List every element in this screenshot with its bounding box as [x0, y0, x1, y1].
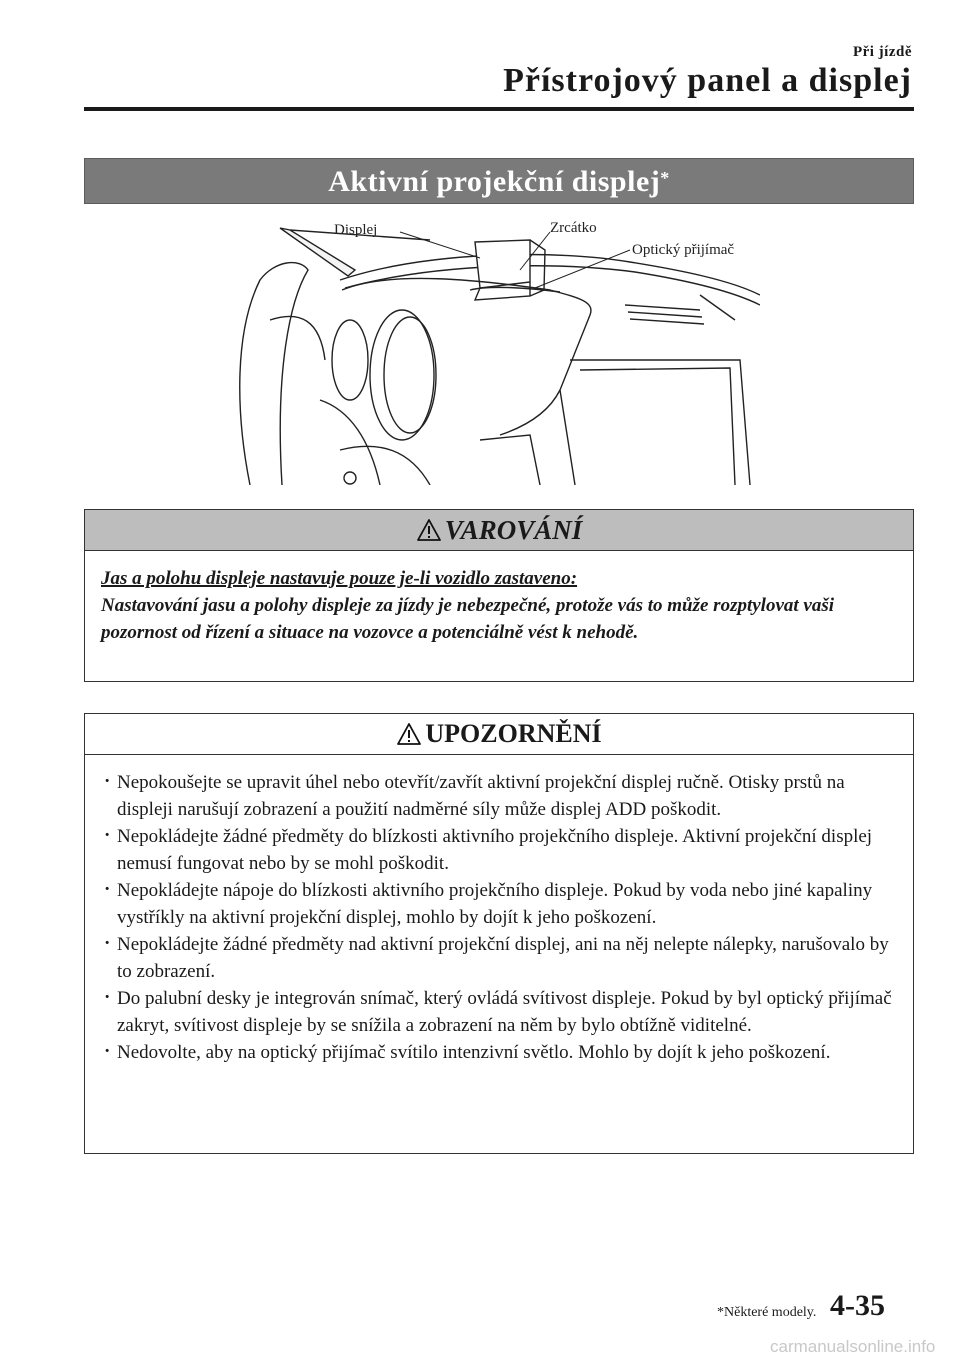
warning-heading: VAROVÁNÍ	[444, 514, 583, 545]
warning-triangle-icon	[416, 518, 442, 542]
caution-heading: UPOZORNĚNÍ	[425, 719, 602, 748]
list-item: · Nepokládejte žádné předměty do blízkosti aktivního projekčního displeje. Aktivní projekční displej nemusí fungovat nebo by se mohl poškodit.	[101, 823, 897, 877]
caution-header	[85, 714, 913, 755]
section-title-bar	[84, 158, 914, 204]
dashboard-illustration	[230, 210, 760, 485]
label-display: Displej	[334, 222, 378, 238]
footnote: *Některé modely.	[717, 1305, 817, 1320]
bullet-icon: ·	[104, 771, 111, 792]
warning-lead: Jas a polohu displeje nastavuje pouze je-li vozidlo zastaveno:	[101, 568, 578, 589]
bullet-icon: ·	[104, 1041, 111, 1062]
warning-header	[85, 510, 913, 551]
list-item: · Do palubní desky je integrován snímač, který ovládá svítivost displeje. Pokud by byl optický přijímač zakryt, svítivost displeje by se snížila a zobrazení na něm by bylo obtížně viditelné.	[101, 985, 897, 1039]
list-item: · Nepokoušejte se upravit úhel nebo otevřít/zavřít aktivní projekční displej ručně. Otisky prstů na displeji narušují zobrazení a použití nadměrné síly může displej ADD poškodit.	[101, 769, 897, 823]
list-item: · Nedovolte, aby na optický přijímač svítilo intenzivní světlo. Mohlo by dojít k jeho poškození.	[101, 1039, 897, 1066]
warning-box	[84, 509, 914, 682]
bullet-icon: ·	[104, 825, 111, 846]
caution-box	[84, 713, 914, 1154]
section-title-marker: *	[660, 168, 670, 188]
page-number: 4-35	[830, 1289, 885, 1322]
bullet-icon: ·	[104, 933, 111, 954]
running-header-title: Přístrojový panel a displej	[503, 62, 912, 99]
running-header-section: Při jízdě	[852, 44, 912, 60]
label-mirror: Zrcátko	[550, 220, 597, 236]
label-optical-sensor: Optický přijímač	[632, 242, 735, 258]
warning-triangle-icon	[396, 722, 422, 746]
section-title: Aktivní projekční displej	[328, 165, 661, 198]
bullet-icon: ·	[104, 987, 111, 1008]
warning-text: Nastavování jasu a polohy displeje za jízdy je nebezpečné, protože vás to může rozptylovat vaši pozornost od řízení a situace na vozovce a potenciálně vést k nehodě.	[101, 595, 835, 643]
bullet-icon: ·	[104, 879, 111, 900]
caution-list	[85, 755, 913, 1066]
list-item: · Nepokládejte žádné předměty nad aktivní projekční displej, ani na něj nelepte nálepky, narušovalo by to zobrazení.	[101, 931, 897, 985]
watermark: carmanualsonline.info	[770, 1337, 936, 1356]
list-item: · Nepokládejte nápoje do blízkosti aktivního projekčního displeje. Pokud by voda nebo jiné kapaliny vystříkly na aktivní projekční displej, mohlo by dojít k jeho poškození.	[101, 877, 897, 931]
warning-body	[85, 551, 913, 646]
header-rule	[84, 107, 914, 111]
